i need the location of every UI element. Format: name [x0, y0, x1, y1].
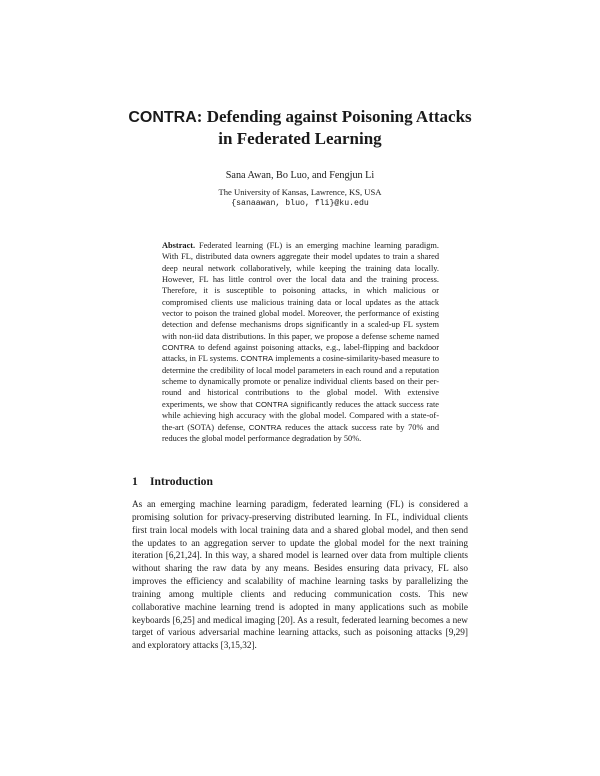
abstract-text-1: Federated learning (FL) is an emerging machine learning paradigm. With FL, distributed data owners aggregate their model updates to train a shared deep neural network collaboratively, while keeping the training data locally. However, FL has little control over the local data and the training process. Therefore, it is susceptible to poisoning attacks, in which malicious or compromised clients use malicious training data or local updates as the attack vector to poison the trained global model. Moreover, the performance of existing detection and defense mechanisms drops significantly in a scaled-up FL system with non-iid data distributions. In this paper, we propose a defense scheme named — [162, 241, 439, 341]
section-heading — [132, 475, 472, 489]
abstract — [162, 240, 439, 444]
abstract-system-name: CONTRA — [248, 422, 282, 432]
abstract-system-name: CONTRA — [162, 343, 195, 353]
title-line-1: : Defending against Poisoning Attacks — [196, 107, 472, 126]
affiliation-block — [100, 187, 500, 209]
introduction-paragraph: As an emerging machine learning paradigm, federated learning (FL) is considered a promising solution for privacy-preserving distributed learning. In FL, individual clients first train local models with local training data and a shared global model, and then send the updates to an aggregation server to update the global model for the next training iteration [6,21,24]. In this way, a shared model is learned over data from multiple clients without sharing the raw data by any means. Besides ensuring data privacy, FL also improves the efficiency and scalability of machine learning tasks by parallelizing the training among multiple clients and reducing communication costs. This new collaborative machine learning trend is adopted in many applications such as mobile keyboards [6,25] and medical imaging [20]. As a result, federated learning becomes a new target of various adversarial machine learning attacks, such as poisoning attacks [9,29] and exploratory attacks [3,15,32]. — [132, 500, 468, 652]
section-number: 1 — [132, 475, 138, 488]
author-emails: {sanaawan, bluo, fli}@ku.edu — [231, 199, 369, 208]
abstract-text-4: significantly reduces the attack success rate while achieving high accuracy with the global model. Compared with a state-of-the-art (SOTA) defense, — [162, 399, 439, 432]
paper-title — [100, 106, 500, 149]
abstract-system-name: CONTRA — [255, 399, 289, 409]
author-list: Sana Awan, Bo Luo, and Fengjun Li — [225, 170, 375, 181]
abstract-system-name: CONTRA — [240, 354, 274, 364]
section-title: Introduction — [150, 475, 213, 488]
abstract-text-2: to defend against poisoning attacks, e.g., label-flipping and backdoor attacks, in FL systems. — [162, 343, 439, 364]
abstract-text-3: implements a cosine-similarity-based measure to determine the credibility of local model parameters in each round and a reputation scheme to dynamically promote or penalize individual clients based on their per-round and historical contributions to the global model. With extensive experiments, we show that — [162, 354, 439, 409]
title-system-name: CONTRA — [128, 109, 197, 126]
title-line-2: in Federated Learning — [218, 129, 382, 148]
abstract-label: Abstract. — [162, 241, 196, 250]
affiliation: The University of Kansas, Lawrence, KS, USA — [218, 187, 382, 197]
abstract-text-5: reduces the attack success rate by 70% and reduces the global model performance degradation by 50%. — [162, 422, 439, 443]
